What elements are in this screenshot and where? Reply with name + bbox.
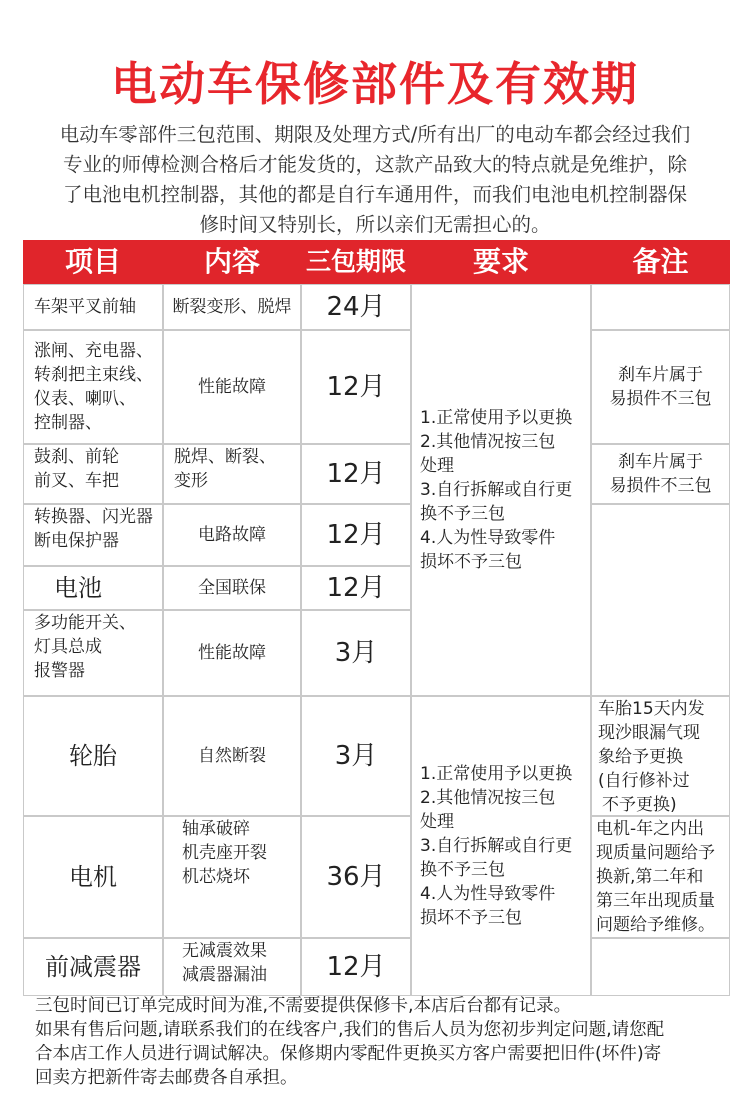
cell-requirements: 1.正常使用予以更换 2.其他情况按三包 处理 3.自行拆解或自行更 换不予三包 4.人为性导致零件 损坏不予三包 bbox=[411, 284, 591, 696]
intro-paragraph bbox=[40, 120, 710, 240]
cell-requirements: 1.正常使用予以更换 2.其他情况按三包 处理 3.自行拆解或自行更 换不予三包 4.人为性导致零件 损坏不予三包 bbox=[411, 696, 591, 996]
cell-content: 自然断裂 bbox=[163, 696, 301, 816]
cell-item: 前减震器 bbox=[23, 938, 163, 996]
footer-line: 如果有售后问题,请联系我们的在线客户,我们的售后人员为您初步判定问题,请您配 bbox=[35, 1020, 665, 1040]
cell-note bbox=[591, 284, 730, 330]
cell-note bbox=[591, 504, 730, 696]
cell-period: 3月 bbox=[301, 696, 411, 816]
intro-line: 专业的师傅检测合格后才能发货的，这款产品致大的特点就是免维护，除 bbox=[62, 153, 687, 176]
cell-note: 刹车片属于 易损件不三包 bbox=[591, 330, 730, 444]
cell-note: 刹车片属于 易损件不三包 bbox=[591, 444, 730, 504]
cell-content: 性能故障 bbox=[163, 610, 301, 696]
header-notes: 备注 bbox=[632, 245, 689, 278]
cell-note bbox=[591, 938, 730, 996]
table-body bbox=[23, 284, 730, 996]
cell-content: 脱焊、断裂、 变形 bbox=[163, 444, 301, 504]
footer-line: 回卖方把新件寄去邮费各自承担。 bbox=[35, 1068, 298, 1088]
page-title: 电动车保修部件及有效期 bbox=[111, 57, 639, 111]
cell-period: 12月 bbox=[301, 444, 411, 504]
intro-line: 了电池电机控制器，其他的都是自行车通用件，而我们电池电机控制器保 bbox=[62, 183, 687, 206]
cell-period: 3月 bbox=[301, 610, 411, 696]
cell-period: 12月 bbox=[301, 566, 411, 610]
cell-item: 电机 bbox=[23, 816, 163, 938]
cell-content: 电路故障 bbox=[163, 504, 301, 566]
intro-line: 电动车零部件三包范围、期限及处理方式/所有出厂的电动车都会经过我们 bbox=[59, 123, 691, 146]
cell-item: 多功能开关、 灯具总成 报警器 bbox=[23, 610, 163, 696]
cell-note: 车胎15天内发 现沙眼漏气现 象给予更换 (自行修补过 不予更换) bbox=[591, 696, 730, 816]
cell-item: 转换器、闪光器 断电保护器 bbox=[23, 504, 163, 566]
cell-content: 断裂变形、脱焊 bbox=[163, 284, 301, 330]
cell-item: 涨闸、充电器、 转刹把主束线、 仪表、喇叭、 控制器、 bbox=[23, 330, 163, 444]
cell-note: 电机-年之内出 现质量问题给予 换新,第二年和 第三年出现质量 问题给予维修。 bbox=[591, 816, 730, 938]
cell-period: 12月 bbox=[301, 504, 411, 566]
cell-period: 12月 bbox=[301, 330, 411, 444]
cell-content: 轴承破碎 机壳座开裂 机芯烧坏 bbox=[163, 816, 301, 938]
cell-item: 轮胎 bbox=[23, 696, 163, 816]
header-period: 三包期限 bbox=[305, 247, 406, 276]
footer-notes bbox=[35, 994, 735, 1090]
cell-content: 性能故障 bbox=[163, 330, 301, 444]
header-requirements: 要求 bbox=[472, 245, 529, 278]
cell-content: 全国联保 bbox=[163, 566, 301, 610]
cell-item: 电池 bbox=[23, 566, 163, 610]
intro-line: 修时间又特别长，所以亲们无需担心的。 bbox=[199, 213, 551, 236]
footer-line: 合本店工作人员进行调试解决。保修期内零配件更换买方客户需要把旧件(坏件)寄 bbox=[35, 1044, 662, 1064]
cell-period: 24月 bbox=[301, 284, 411, 330]
footer-line: 三包时间已订单完成时间为准,不需要提供保修卡,本店后台都有记录。 bbox=[35, 996, 572, 1016]
header-item: 项目 bbox=[64, 245, 121, 278]
header-content: 内容 bbox=[203, 245, 260, 278]
cell-period: 36月 bbox=[301, 816, 411, 938]
cell-item: 车架平叉前轴 bbox=[23, 284, 163, 330]
cell-content: 无减震效果 减震器漏油 bbox=[163, 938, 301, 996]
cell-item: 鼓刹、前轮 前叉、车把 bbox=[23, 444, 163, 504]
table-header bbox=[23, 240, 730, 284]
cell-period: 12月 bbox=[301, 938, 411, 996]
